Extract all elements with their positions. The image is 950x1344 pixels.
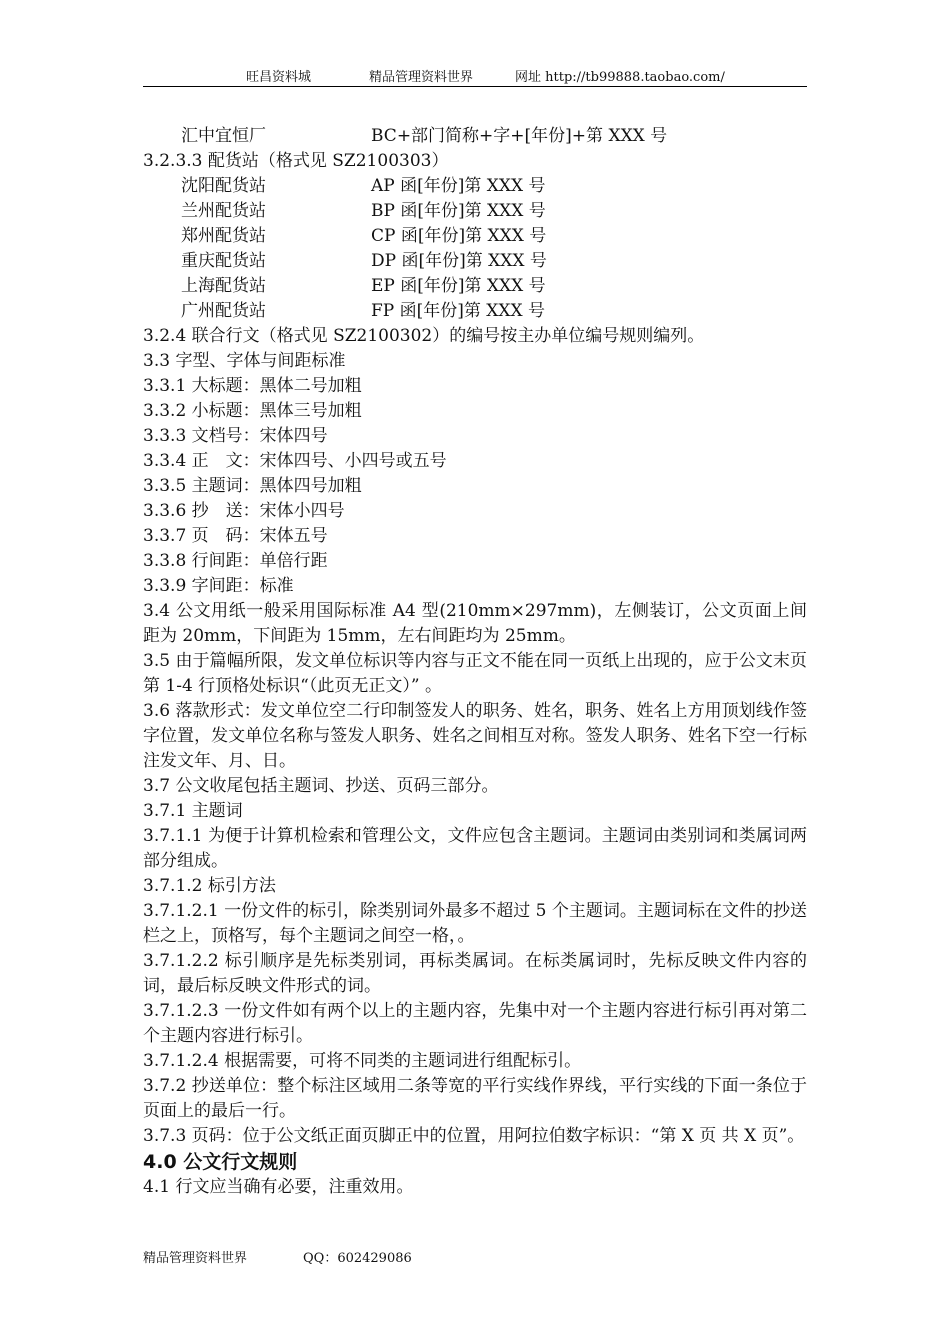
section-line: 3.3.7 页 码：宋体五号 [143, 526, 328, 546]
section-line: 3.7 公文收尾包括主题词、抄送、页码三部分。 [143, 776, 499, 796]
unit-code: EP 函[年份]第 XXX 号 [371, 276, 546, 296]
code-row [143, 249, 807, 274]
page-header [143, 60, 807, 87]
section-line: 3.3.4 正 文：宋体四号、小四号或五号 [143, 451, 447, 471]
section-line: 3.3.8 行间距：单倍行距 [143, 551, 328, 571]
document-body [143, 124, 807, 1200]
unit-name: 兰州配货站 [181, 201, 266, 221]
paragraph: 3.5 由于篇幅所限，发文单位标识等内容与正文不能在同一页纸上出现的，应于公文末页第 1-4 行顶格处标识“（此页无正文）” 。 [143, 651, 807, 696]
paragraph: 3.7.1.2.1 一份文件的标引，除类别词外最多不超过 5 个主题词。主题词标在文件的抄送栏之上，顶格写，每个主题词之间空一格，。 [143, 901, 807, 946]
section-line: 3.3.2 小标题：黑体三号加粗 [143, 401, 362, 421]
section-line: 3.2.3.3 配货站（格式见 SZ2100303） [143, 151, 449, 171]
section-line: 3.3.9 字间距：标准 [143, 576, 294, 596]
unit-code: DP 函[年份]第 XXX 号 [371, 251, 547, 271]
section-line: 3.7.1.2 标引方法 [143, 876, 276, 896]
footer-qq: QQ：602429086 [303, 1251, 412, 1266]
paragraph: 3.6 落款形式：发文单位空二行印制签发人的职务、姓名，职务、姓名上方用顶划线作签字位置，发文单位名称与签发人职务、姓名之间相互对称。签发人职务、姓名下空一行标注发文年、月、日。 [143, 701, 807, 771]
unit-code: CP 函[年份]第 XXX 号 [371, 226, 547, 246]
section-line: 3.3 字型、字体与间距标准 [143, 351, 346, 371]
paragraph: 3.7.1.2.3 一份文件如有两个以上的主题内容，先集中对一个主题内容进行标引再对第二个主题内容进行标引。 [143, 1001, 807, 1046]
section-line: 3.3.6 抄 送：宋体小四号 [143, 501, 345, 521]
code-row [143, 199, 807, 224]
header-site: 旺昌资料城 [246, 70, 312, 85]
section-line: 3.3.3 文档号：宋体四号 [143, 426, 328, 446]
section-line: 4.1 行文应当确有必要，注重效用。 [143, 1177, 414, 1197]
code-row [143, 224, 807, 249]
unit-code: FP 函[年份]第 XXX 号 [371, 301, 546, 321]
unit-name: 汇中宜恒厂 [181, 126, 266, 146]
code-row [143, 299, 807, 324]
unit-name: 广州配货站 [181, 301, 266, 321]
unit-code: BC+部门简称+字+[年份]+第 XXX 号 [371, 126, 668, 146]
unit-name: 沈阳配货站 [181, 176, 266, 196]
unit-code: BP 函[年份]第 XXX 号 [371, 201, 546, 221]
page-footer [143, 1247, 468, 1266]
unit-code: AP 函[年份]第 XXX 号 [371, 176, 546, 196]
section-line: 3.2.4 联合行文（格式见 SZ2100302）的编号按主办单位编号规则编列。 [143, 326, 705, 346]
code-row [143, 174, 807, 199]
paragraph: 3.7.3 页码：位于公文纸正面页脚正中的位置，用阿拉伯数字标识：“第 X 页 共 X 页”。 [143, 1126, 805, 1146]
code-row [143, 274, 807, 299]
section-line: 3.7.1 主题词 [143, 801, 243, 821]
footer-brand: 精品管理资料世界 [143, 1251, 248, 1266]
section-line: 3.3.5 主题词：黑体四号加粗 [143, 476, 362, 496]
unit-name: 上海配货站 [181, 276, 266, 296]
section-line: 3.7.1.2.4 根据需要，可将不同类的主题词进行组配标引。 [143, 1051, 582, 1071]
section-line: 3.3.1 大标题：黑体二号加粗 [143, 376, 362, 396]
code-row [143, 124, 807, 149]
paragraph: 3.7.1.2.2 标引顺序是先标类别词，再标类属词。在标类属词时，先标反映文件内容的词，最后标反映文件形式的词。 [143, 951, 807, 996]
paragraph: 3.7.2 抄送单位：整个标注区域用二条等宽的平行实线作界线，平行实线的下面一条位于页面上的最后一行。 [143, 1076, 807, 1121]
unit-name: 重庆配货站 [181, 251, 266, 271]
header-brand: 精品管理资料世界 [369, 70, 474, 85]
paragraph: 3.4 公文用纸一般采用国际标准 A4 型(210mm×297mm)，左侧装订，公文页面上间距为 20mm，下间距为 15mm，左右间距均为 25mm。 [143, 601, 807, 646]
unit-name: 郑州配货站 [181, 226, 266, 246]
section-heading: 4.0 公文行文规则 [143, 1151, 298, 1173]
paragraph: 3.7.1.1 为便于计算机检索和管理公文，文件应包含主题词。主题词由类别词和类属词两部分组成。 [143, 826, 807, 871]
header-url: 网址 http://tb99888.taobao.com/ [515, 70, 725, 85]
